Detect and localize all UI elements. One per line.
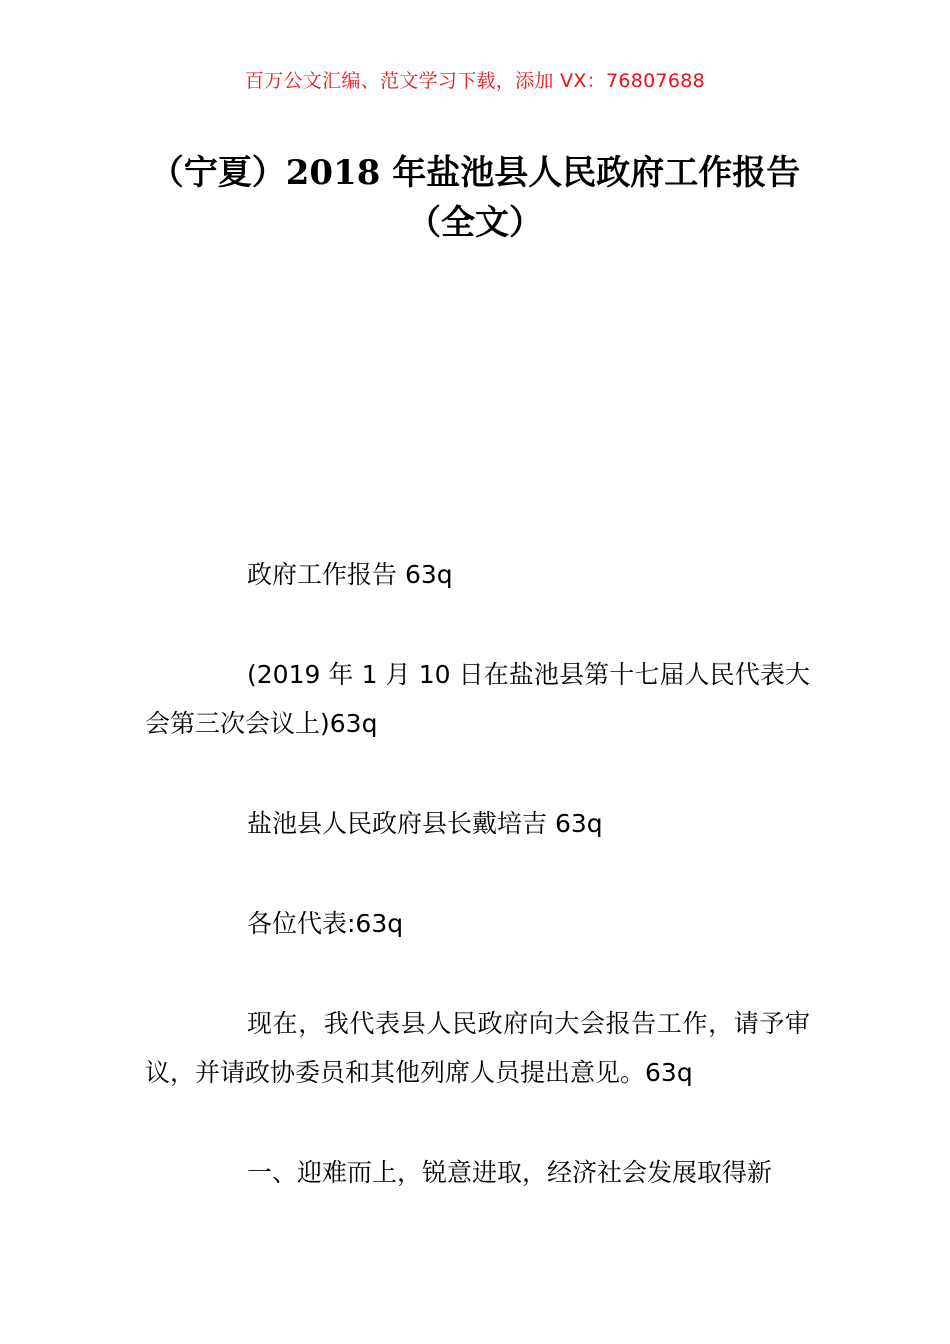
paragraph-opening: 现在，我代表县人民政府向大会报告工作，请予审议，并请政协委员和其他列席人员提出意见。63q <box>145 1009 810 1087</box>
document-title: （宁夏）2018 年盐池县人民政府工作报告（全文） <box>149 153 801 243</box>
header-promo-note: 百万公文汇编、范文学习下载，添加 VX：76807688 <box>244 70 706 92</box>
paragraph-meeting-date: (2019 年 1 月 10 日在盐池县第十七届人民代表大会第三次会议上)63q <box>145 660 810 738</box>
document-body <box>145 550 810 1248</box>
paragraph-section-one-heading: 一、迎难而上，锐意进取，经济社会发展取得新 <box>247 1158 773 1187</box>
paragraph-speaker: 盐池县人民政府县长戴培吉 63q <box>247 809 603 838</box>
paragraph-report-label: 政府工作报告 63q <box>247 560 453 589</box>
paragraph-salutation: 各位代表:63q <box>247 909 404 938</box>
